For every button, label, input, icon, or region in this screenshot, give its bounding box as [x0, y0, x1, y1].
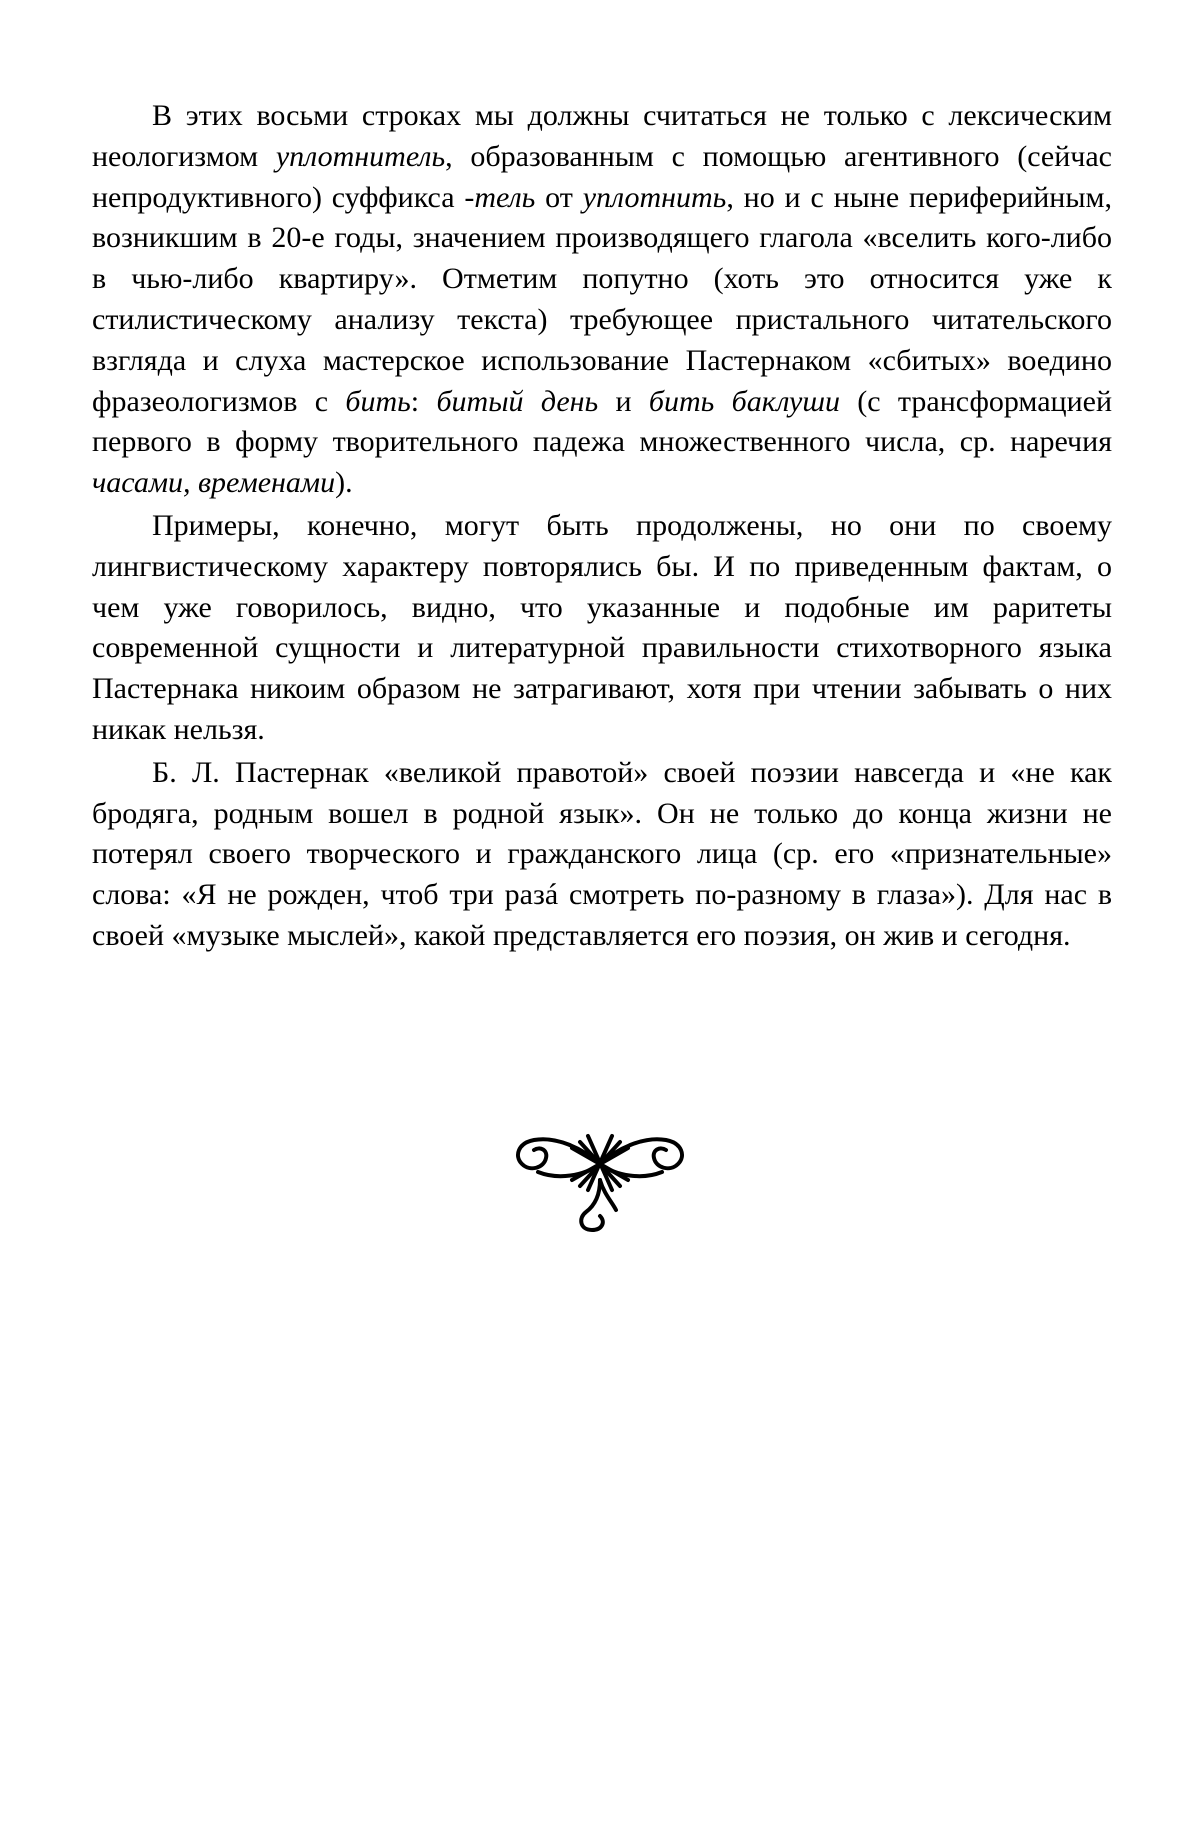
text-run: Примеры, конечно, могут быть продолжены, но они по своему лингвистическому характеру повторялись бы. И по приведенным фактам, о чем уже говорилось, видно, что указанные и подобные им раритеты современной сущности и литературной правильности стихотворного языка Пастернака никоим образом не затрагивают, хотя при чтении забывать о них никак нельзя.: [92, 508, 1112, 746]
decorative-flourish-icon: [508, 1118, 692, 1238]
text-run: , но и с ныне периферийным, возникшим в 20-е годы, значением производящего глагола «вселить кого-либо в чью-либо квартиру». Отметим попутно (хоть это относится уже к стилистическому анализу текста) требующее пристального читательского взгляда и слуха мастерское использование Пастернаком «сбитых» воедино фразеологизмов с: [92, 180, 1112, 418]
italic-term: битый день: [436, 384, 599, 418]
italic-term: бить баклуши: [648, 384, 840, 418]
paragraph-2: [92, 506, 1112, 751]
document-body: [92, 96, 1112, 957]
paragraph-1: [92, 96, 1112, 504]
italic-term: -тель: [464, 180, 536, 214]
text-run: (с трансформацией первого в форму творительного падежа множественного числа, ср. наречия: [92, 384, 1113, 459]
text-run: и: [598, 384, 649, 418]
italic-term: уплотнитель: [275, 139, 446, 173]
text-run: :: [410, 384, 437, 418]
italic-term: часами, временами: [92, 466, 336, 500]
text-run: Б. Л. Пастернак «великой правотой» своей поэзии навсегда и «не как бродяга, родным вошел в родной язык». Он не только до конца жизни не потерял своего творческого и гражданского лица (ср. его «признательные» слова: «Я не рожден, чтоб три разá смотреть по-разному в глаза»). Для нас в своей «музыке мыслей», какой представляется его поэзия, он жив и сегодня.: [92, 755, 1112, 952]
text-run: ).: [335, 466, 353, 500]
italic-term: бить: [345, 384, 411, 418]
text-run: от: [535, 180, 583, 214]
text-run: В этих восьми строках мы должны считаться не только с лексическим неологизмом: [92, 99, 1112, 173]
text-run: , образованным с помощью агентивного (сейчас непродуктивного) суффикса: [92, 139, 1112, 214]
italic-term: уплотнить: [582, 180, 727, 214]
paragraph-3: [92, 753, 1112, 957]
